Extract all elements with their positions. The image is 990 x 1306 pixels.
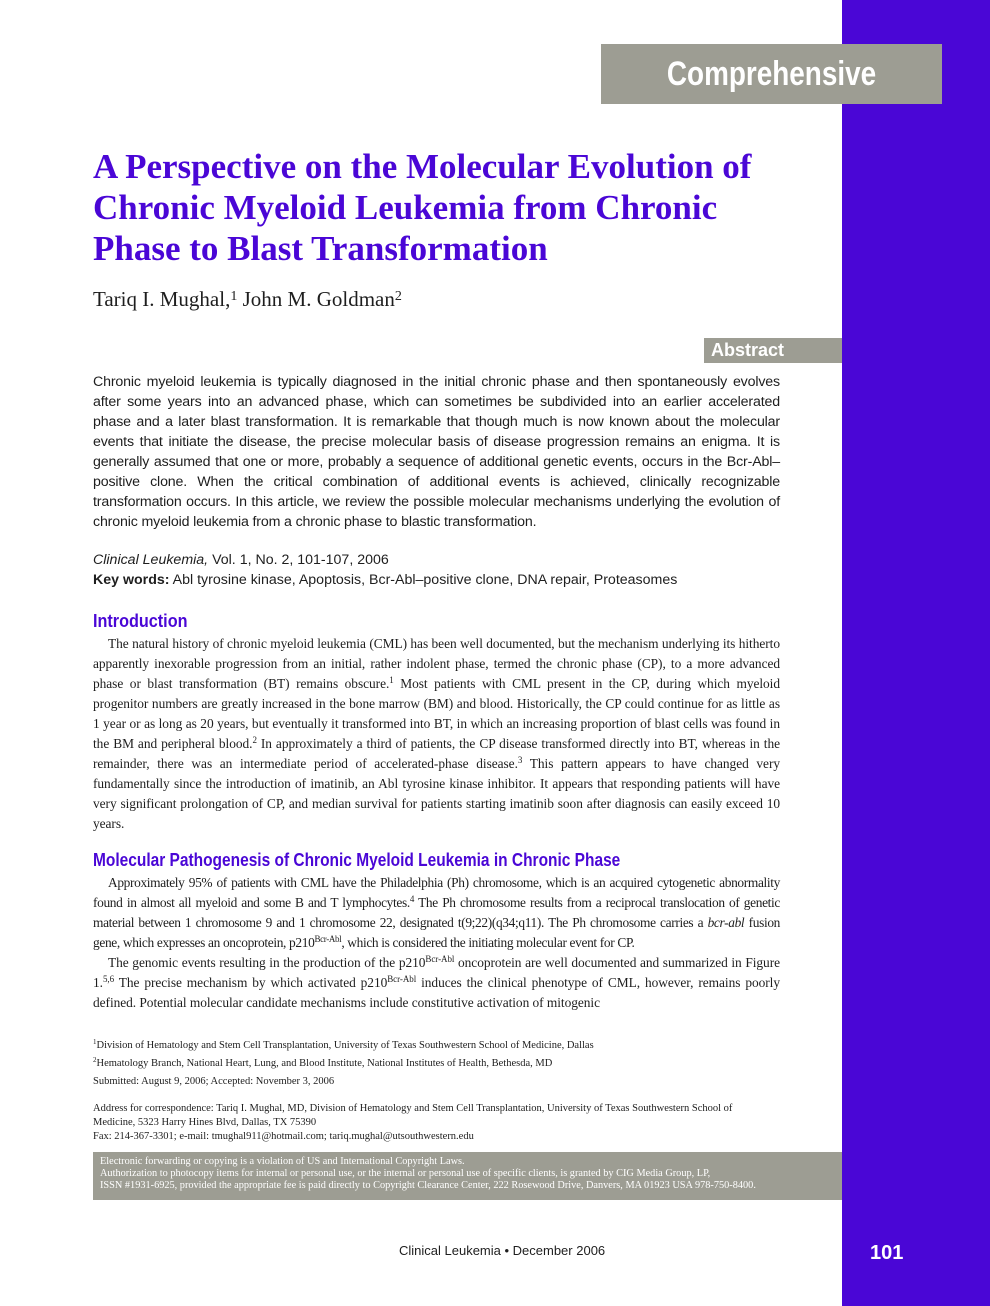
paragraph-text: Approximately 95% of patients with CML have the Philadelphia (Ph) chromosome, which is an acquired cytogenetic abnormality found in almost all myeloid and some B and T lymphocytes. <box>93 875 780 910</box>
reference-marker[interactable]: 1 <box>389 675 394 685</box>
author-name: John M. Goldman <box>242 287 395 311</box>
footnote-number: 1 <box>93 1038 97 1046</box>
protein-superscript: Bcr-Abl <box>387 974 417 984</box>
reference-marker[interactable]: 5,6 <box>102 974 115 984</box>
author-affiliation-number: 2 <box>394 289 402 304</box>
author-affiliation-number: 1 <box>230 289 238 304</box>
copyright-notice <box>93 1152 842 1200</box>
footnote-text: Division of Hematology and Stem Cell Transplantation, University of Texas Southwestern School of Medicine, Dallas <box>96 1040 594 1051</box>
page-number: 101 <box>870 1242 904 1264</box>
citation-journal: Clinical Leukemia, <box>93 552 209 568</box>
protein-superscript: Bcr-Abl <box>314 934 342 944</box>
right-color-bar <box>842 0 990 1306</box>
molecular-paragraph-1 <box>93 873 780 953</box>
correspondence-address: Address for correspondence: Tariq I. Mughal, MD, Division of Hematology and Stem Cell Transplantation, University of Texas Southwestern School of Medicine, 5323 Harry Hines Blvd, Dallas, TX 75390 <box>93 1103 733 1128</box>
molecular-pathogenesis-heading-text: Molecular Pathogenesis of Chronic Myeloid Leukemia in Chronic Phase <box>93 850 621 870</box>
paragraph-text: , which is considered the initiating molecular event for CP. <box>341 935 635 950</box>
paragraph-text: The natural history of chronic myeloid leukemia (CML) has been well documented, but the mechanism underlying its hitherto apparently inexorable progression from an initial, rather indolent phase, termed the chronic phase (CP), to a more advanced phase or blast transformation (BT) remains obscure. <box>93 636 780 691</box>
molecular-pathogenesis-heading <box>93 849 706 871</box>
citation-line <box>93 550 793 570</box>
abstract-label: Abstract <box>704 338 842 363</box>
introduction-heading-text: Introduction <box>93 611 188 631</box>
submission-dates: Submitted: August 9, 2006; Accepted: November 3, 2006 <box>93 1076 335 1087</box>
paragraph-text: In approximately a third of patients, the CP disease transformed directly into BT, whereas in the remainder, there was an intermediate period of accelerated-phase disease. <box>93 736 780 771</box>
footnote-text: Hematology Branch, National Heart, Lung, and Blood Institute, National Institutes of Health, Bethesda, MD <box>96 1058 553 1069</box>
paragraph-text: Most patients with CML present in the CP, during which myeloid progenitor numbers are greatly increased in the bone marrow (BM) and blood. Historically, the CP could continue for as little as 1 year or as long as 20 years, but eventually it transformed into BT, in which an increasing proportion of blast cells was found in the BM and peripheral blood. <box>93 676 780 751</box>
correspondence-contact: Fax: 214-367-3301; e-mail: tmughal911@hotmail.com; tariq.mughal@utsouthwestern.edu <box>93 1131 474 1142</box>
reference-marker[interactable]: 4 <box>409 894 414 904</box>
introduction-paragraph <box>93 634 780 834</box>
reference-marker[interactable]: 2 <box>252 735 257 745</box>
abstract-text: Chronic myeloid leukemia is typically diagnosed in the initial chronic phase and then spontaneously evolves after some years into an advanced phase, which can sometimes be subdivided into an earlier accelerated phase and a later blast transformation. It is remarkable that though much is now known about the molecular events that initiate the disease, the precise molecular basis of disease progression remains an enigma. It is generally assumed that one or more, probably a sequence of additional genetic events, occurs in the Bcr-Abl–positive clone. When the critical combination of additional events is achieved, clinically recognizable transformation occurs. In this article, we review the possible molecular mechanisms underlying the evolution of chronic myeloid leukemia from a chronic phase to blastic transformation. <box>93 374 780 530</box>
paragraph-text: The genomic events resulting in the production of the p210 <box>108 955 426 970</box>
protein-superscript: Bcr-Abl <box>425 954 455 964</box>
reference-marker[interactable]: 3 <box>517 755 523 765</box>
copyright-line: Authorization to photocopy items for internal or personal use, or the internal or personal use of specific clients, is granted by CIG Media Group, LP, <box>100 1168 711 1179</box>
keywords-line <box>93 570 793 590</box>
paragraph-text: This pattern appears to have changed very fundamentally since the introduction of imatinib, an Abl tyrosine kinase inhibitor. It appears that responding patients will have very significant prolongation of CP, and median survival for patients starting imatinib soon after diagnosis can easily exceed 10 years. <box>93 756 780 831</box>
introduction-heading <box>93 610 198 632</box>
section-banner-label: Comprehensive Review <box>666 55 877 153</box>
affiliation-footnotes <box>93 1035 793 1071</box>
paragraph-text: The precise mechanism by which activated p210 <box>114 975 388 990</box>
molecular-paragraph-2 <box>93 953 780 1013</box>
keywords-label: Key words: <box>93 572 170 588</box>
footnote-number: 2 <box>93 1056 97 1064</box>
section-banner <box>601 44 942 153</box>
paragraph-text: oncoprotein are well documented and summarized in Figure 1. <box>93 955 781 990</box>
author-list <box>93 287 402 312</box>
paragraph-text: The Ph chromosome results from a reciprocal translocation of genetic material between 1 chromosome 9 and 1 chromosome 22, designated t(9;22)(q34;q11). The Ph chromosome carries a <box>93 895 780 930</box>
gene-name: bcr-abl <box>707 915 745 930</box>
footnote <box>93 1053 793 1071</box>
paragraph-text: induces the clinical phenotype of CML, however, remains poorly defined. Potential molecular candidate mechanisms include constitutive activation of mitogenic <box>93 975 780 1010</box>
footer-journal-date: Clinical Leukemia • December 2006 <box>399 1243 606 1258</box>
keywords-text: Abl tyrosine kinase, Apoptosis, Bcr-Abl–positive clone, DNA repair, Proteasomes <box>169 572 678 588</box>
copyright-line: Electronic forwarding or copying is a violation of US and International Copyright Laws. <box>100 1156 465 1167</box>
article-title: A Perspective on the Molecular Evolution of Chronic Myeloid Leukemia from Chronic Phase to Blast Transformation <box>93 147 752 268</box>
paragraph-text: fusion gene, which expresses an oncoprotein, p210 <box>93 915 781 950</box>
copyright-line: ISSN #1931-6925, provided the appropriate fee is paid directly to Copyright Clearance Center, 222 Rosewood Drive, Danvers, MA 01923 USA 978-750-8400. <box>100 1180 756 1191</box>
correspondence-block <box>93 1102 773 1144</box>
citation-details: Vol. 1, No. 2, 101-107, 2006 <box>208 552 389 568</box>
author-name: Tariq I. Mughal, <box>93 287 231 311</box>
footnote <box>93 1035 793 1053</box>
